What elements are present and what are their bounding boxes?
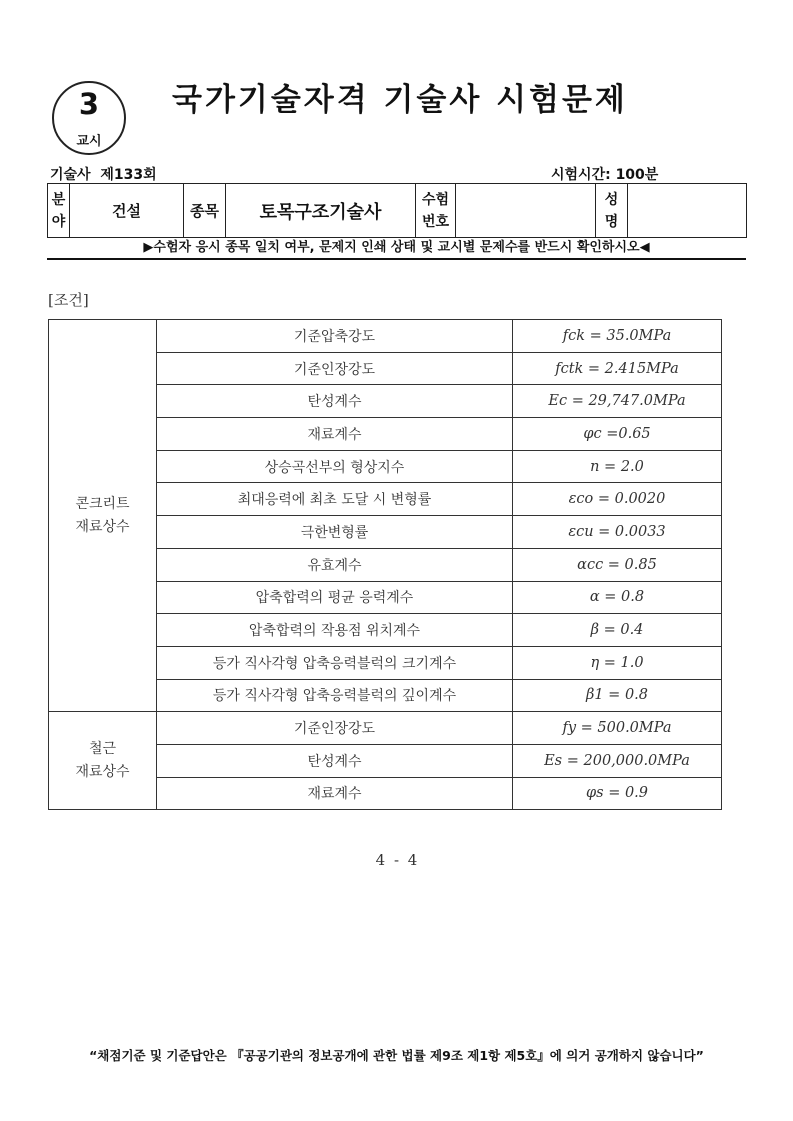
param-value: α = 0.8 xyxy=(513,581,722,614)
param-name: 등가 직사각형 압축응력블럭의 깊이계수 xyxy=(157,679,513,712)
param-name: 등가 직사각형 압축응력블럭의 크기계수 xyxy=(157,646,513,679)
exam-number-field[interactable] xyxy=(456,184,596,238)
param-name: 탄성계수 xyxy=(157,744,513,777)
param-value: Es = 200,000.0MPa xyxy=(513,744,722,777)
conditions-label: [조건] xyxy=(48,291,89,309)
param-name: 압축합력의 평균 응력계수 xyxy=(157,581,513,614)
field-value: 건설 xyxy=(70,184,184,238)
conditions-table xyxy=(48,319,722,810)
notice-banner: ▶수험자 응시 종목 일치 여부, 문제지 인쇄 상태 및 교시별 문제수를 반드시 확인하시오◀ xyxy=(47,238,746,260)
param-value: fck = 35.0MPa xyxy=(513,320,722,353)
category-value: 토목구조기술사 xyxy=(226,184,416,238)
param-value: β = 0.4 xyxy=(513,614,722,647)
footer-notice: “채점기준 및 기준답안은 『공공기관의 정보공개에 관한 법률 제9조 제1항 제5호』에 의거 공개하지 않습니다” xyxy=(89,1048,704,1063)
page-number: 4 - 4 xyxy=(375,851,418,869)
param-value: fy = 500.0MPa xyxy=(513,712,722,745)
period-badge xyxy=(52,81,126,155)
param-name: 압축합력의 작용점 위치계수 xyxy=(157,614,513,647)
concrete-group-label: 콘크리트 재료상수 xyxy=(49,320,157,712)
param-name: 기준인장강도 xyxy=(157,712,513,745)
param-name: 재료계수 xyxy=(157,418,513,451)
name-field[interactable] xyxy=(628,184,747,238)
exam-number-label: 수험 번호 xyxy=(416,184,456,238)
param-value: β1 = 0.8 xyxy=(513,679,722,712)
param-name: 기준압축강도 xyxy=(157,320,513,353)
param-value: αcc = 0.85 xyxy=(513,548,722,581)
category-label: 종목 xyxy=(184,184,226,238)
param-value: fctk = 2.415MPa xyxy=(513,352,722,385)
param-value: n = 2.0 xyxy=(513,450,722,483)
param-value: φs = 0.9 xyxy=(513,777,722,810)
param-name: 재료계수 xyxy=(157,777,513,810)
steel-group-label: 철근 재료상수 xyxy=(49,712,157,810)
param-value: φc =0.65 xyxy=(513,418,722,451)
param-name: 유효계수 xyxy=(157,548,513,581)
table-row xyxy=(49,712,722,745)
period-label: 교시 xyxy=(76,134,102,149)
param-name: 탄성계수 xyxy=(157,385,513,418)
exam-type: 기술사 제133회 xyxy=(50,167,157,183)
exam-info-table xyxy=(47,183,747,238)
param-name: 상승곡선부의 형상지수 xyxy=(157,450,513,483)
param-value: η = 1.0 xyxy=(513,646,722,679)
param-value: εcu = 0.0033 xyxy=(513,516,722,549)
table-row xyxy=(49,320,722,353)
page-title: 국가기술자격 기술사 시험문제 xyxy=(172,82,628,118)
exam-time: 시험시간: 100분 xyxy=(551,167,659,183)
param-name: 기준인장강도 xyxy=(157,352,513,385)
field-label: 분 야 xyxy=(48,184,70,238)
param-name: 극한변형률 xyxy=(157,516,513,549)
param-value: Ec = 29,747.0MPa xyxy=(513,385,722,418)
param-value: εco = 0.0020 xyxy=(513,483,722,516)
param-name: 최대응력에 최초 도달 시 변형률 xyxy=(157,483,513,516)
name-label: 성 명 xyxy=(596,184,628,238)
period-number: 3 xyxy=(78,87,100,121)
